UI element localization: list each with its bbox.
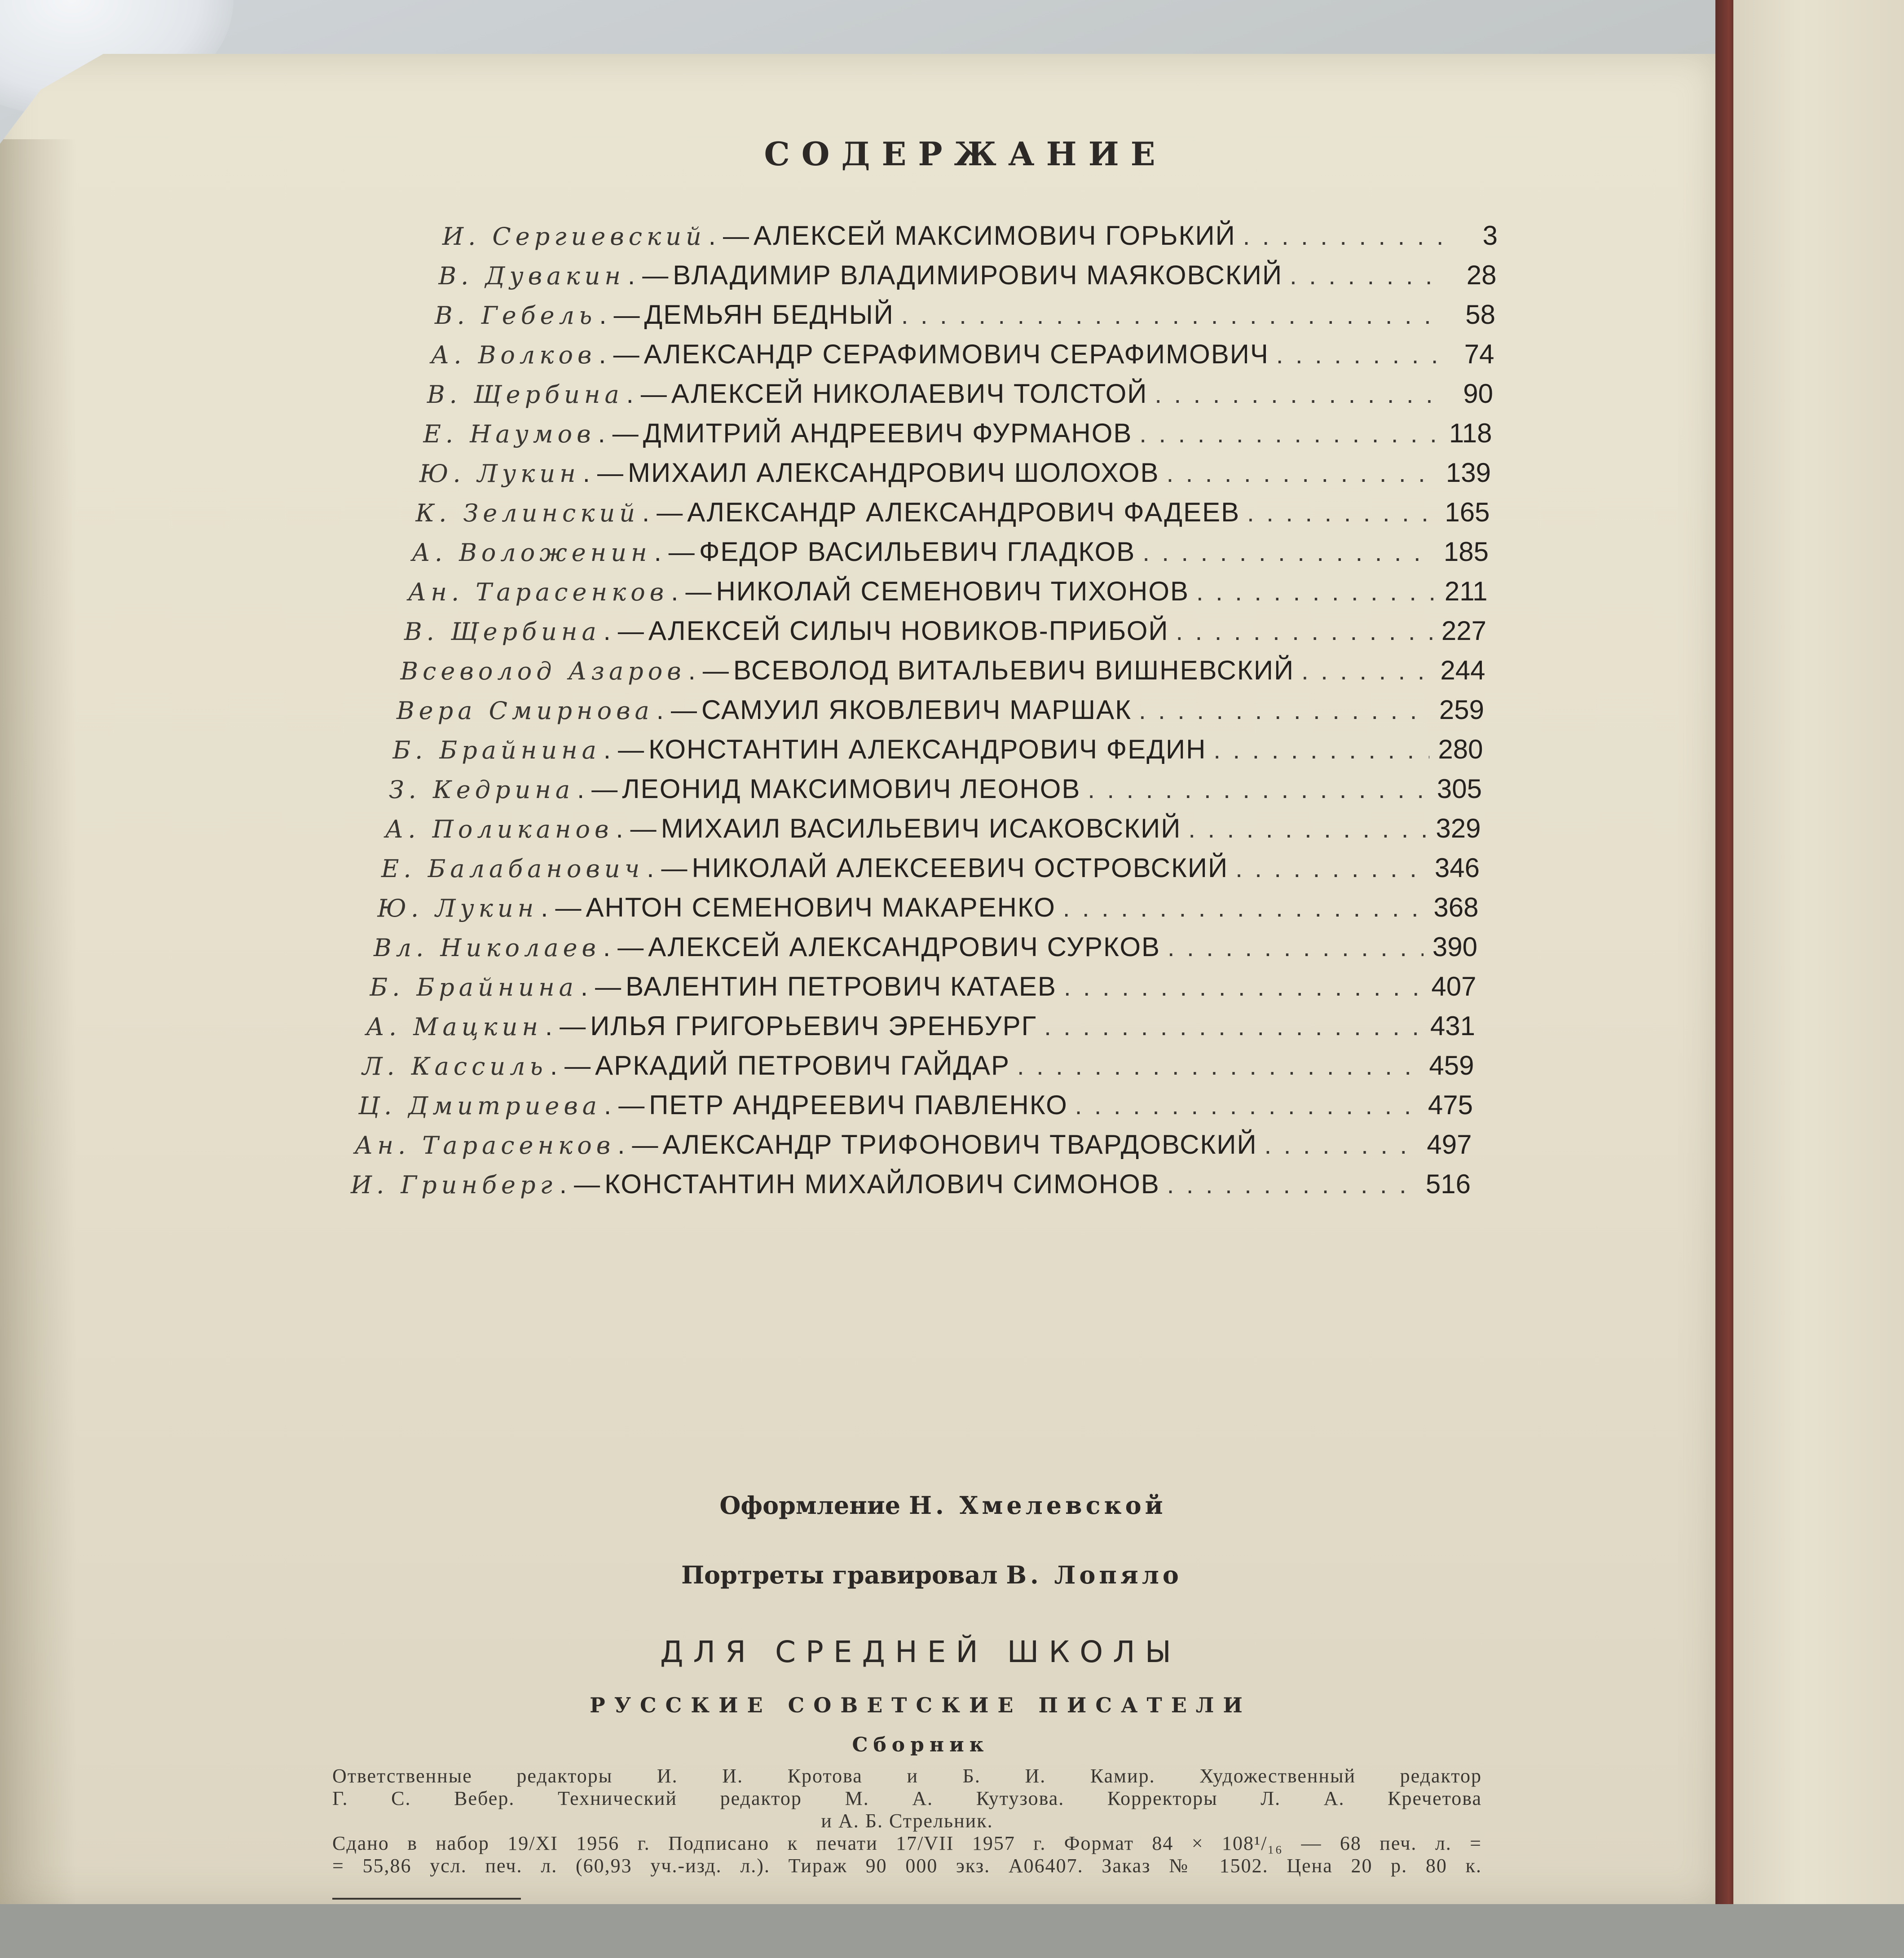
credit-portraits-label: Портреты гравировал [681,1561,998,1589]
toc-dot-leader [1283,258,1442,294]
toc-dot-leader [1206,732,1429,768]
toc-dash: . — [688,656,729,685]
toc-dash: . — [550,1051,591,1080]
toc-dash: . — [599,340,639,369]
toc-writer-name: АЛЕКСЕЙ АЛЕКСАНДРОВИЧ СУРКОВ [648,932,1161,962]
toc-page-number: 390 [1432,932,1477,962]
toc-writer-name: КОНСТАНТИН МИХАЙЛОВИЧ СИМОНОВ [604,1169,1160,1199]
toc-entry [389,771,1482,807]
toc-entry [427,376,1493,412]
toc-page-number: 407 [1431,971,1476,1001]
toc-entry [393,732,1483,767]
imprint-line: Г. С. Вебер. Технический редактор М. А. Кутузова. Корректоры Л. А. Кречетова [332,1787,1482,1809]
toc-page-number: 368 [1433,892,1479,922]
toc-author: Вера Смирнова [397,697,654,725]
toc-writer-name: НИКОЛАЙ СЕМЕНОВИЧ ТИХОНОВ [716,576,1190,606]
imprint-line: = 55,86 усл. печ. л. (60,93 уч.-изд. л.). Тираж 90 000 экз. А06407. Заказ № 1502. Цена 20 р. 80 к. [332,1855,1482,1877]
toc-author: Ю. Лукин [377,894,538,922]
toc-dash: . — [616,814,657,843]
toc-author: Ан. Тарасенков [354,1131,615,1160]
credit-design [674,1491,1212,1520]
toc-writer-name: ПЕТР АНДРЕЕВИЧ ПАВЛЕНКО [649,1090,1068,1120]
toc-page-number: 244 [1440,655,1485,685]
toc-page-number: 259 [1439,695,1484,725]
toc-page-number: 139 [1446,458,1491,488]
toc-entry [374,929,1477,965]
toc-writer-name: ЛЕОНИД МАКСИМОВИЧ ЛЕОНОВ [622,774,1081,804]
toc-author: В. Щербина [427,380,624,409]
toc-page-number: 516 [1425,1169,1471,1199]
toc-page-number: 227 [1441,616,1486,646]
toc-page-number: 475 [1428,1090,1473,1120]
credit-design-name: Н. Хмелевской [908,1491,1167,1520]
toc-dash: . — [626,379,667,409]
imprint-line: Ответственные редакторы И. И. Кротова и Б. И. Камир. Художественный редактор [332,1765,1482,1787]
toc-dash: . — [603,735,644,764]
imprint [332,1765,1482,1877]
toc-page-number: 305 [1437,774,1482,804]
toc-dot-leader [1257,1127,1418,1163]
toc-author: В. Щербина [404,617,601,646]
toc-author: В. Дувакин [438,262,625,290]
toc-entry [397,692,1484,728]
toc-dash: . — [541,893,582,922]
toc-dot-leader [1240,495,1436,531]
toc-writer-name: ДМИТРИЙ АНДРЕЕВИЧ ФУРМАНОВ [643,418,1133,448]
toc-author: Всеволод Азаров [400,657,686,685]
toc-page-number: 280 [1438,734,1483,764]
toc-dot-leader [1132,416,1438,452]
toc-dash: . — [671,577,712,606]
toc-author: Е. Наумов [423,420,595,448]
toc-entry [378,890,1479,926]
toc-page-number: 90 [1463,379,1493,409]
toc-author: Ю. Лукин [419,459,580,488]
toc-dash: . — [559,1170,600,1199]
credit-design-label: Оформление [719,1491,901,1520]
toc-page-number: 3 [1482,220,1498,251]
toc-dot-leader [1080,772,1428,807]
toc-dot-leader [894,297,1441,333]
toc-dash: . — [603,617,644,646]
toc-title: СОДЕРЖАНИЕ [764,135,1167,173]
toc-entry [431,336,1494,372]
toc-dash: . — [627,261,669,290]
toc-dot-leader [1236,218,1444,254]
toc-dash: . — [580,972,621,1001]
toc-writer-name: АЛЕКСЕЙ СИЛЫЧ НОВИКОВ-ПРИБОЙ [648,616,1169,646]
toc-writer-name: МИХАИЛ АЛЕКСАНДРОВИЧ ШОЛОХОВ [628,458,1159,488]
toc-page-number: 346 [1434,853,1480,883]
toc-dot-leader [1056,890,1425,926]
toc-dash: . — [577,775,618,804]
toc-entry [355,1127,1472,1163]
toc-dash: . — [708,221,749,251]
toc-entry [404,613,1486,649]
toc-writer-name: АРКАДИЙ ПЕТРОВИЧ ГАЙДАР [595,1050,1010,1080]
toc-dash: . — [617,1130,658,1160]
toc-entry [358,1087,1473,1123]
toc-dot-leader [1037,1009,1421,1045]
toc-entry [439,257,1497,293]
toc-entry [381,850,1480,886]
toc-entry [366,1008,1475,1044]
toc-page-number: 58 [1465,300,1495,330]
toc-entry [362,1048,1474,1084]
toc-dash: . — [545,1012,586,1041]
toc-entry [423,415,1492,451]
toc-dot-leader [1147,376,1439,412]
toc-writer-name: КОНСТАНТИН АЛЕКСАНДРОВИЧ ФЕДИН [648,734,1207,764]
toc-page-number: 28 [1466,260,1497,290]
toc-author: Ан. Тарасенков [408,578,669,606]
toc-author: Е. Балабанович [381,855,644,883]
toc-page-number: 459 [1429,1050,1474,1080]
toc-dash: . — [582,459,623,488]
book-subtitle: Сборник [852,1733,989,1756]
credit-portraits [629,1561,1235,1589]
toc-author: А. Поликанов [385,815,613,843]
toc-entry [408,573,1488,609]
toc-writer-name: ВЛАДИМИР ВЛАДИМИРОВИЧ МАЯКОВСКИЙ [673,260,1283,290]
toc-writer-name: АЛЕКСЕЙ МАКСИМОВИЧ ГОРЬКИЙ [754,220,1236,251]
toc-writer-name: АЛЕКСАНДР СЕРАФИМОВИЧ СЕРАФИМОВИЧ [643,339,1269,369]
toc-author: В. Гебель [435,301,597,330]
toc-dot-leader [1068,1088,1419,1124]
toc-dash: . — [599,300,640,330]
toc-page-number: 74 [1464,339,1494,369]
toc-page-number: 329 [1436,813,1481,843]
toc-writer-name: АЛЕКСАНДР ТРИФОНОВИЧ ТВАРДОВСКИЙ [662,1129,1257,1160]
bottom-rule [332,1898,521,1900]
toc-dot-leader [1294,653,1431,689]
toc-dot-leader [1269,337,1441,373]
series-title: ДЛЯ СРЕДНЕЙ ШКОЛЫ [660,1635,1181,1669]
book-title: РУССКИЕ СОВЕТСКИЕ ПИСАТЕЛИ [590,1693,1252,1717]
toc-dot-leader [1132,692,1430,728]
toc-dash: . — [654,538,695,567]
toc-dot-leader [1181,811,1427,847]
toc-page-number: 497 [1427,1129,1472,1160]
toc-dash: . — [647,854,688,883]
toc-writer-name: МИХАИЛ ВАСИЛЬЕВИЧ ИСАКОВСКИЙ [661,813,1181,843]
toc-entry [351,1166,1471,1202]
toc-dot-leader [1057,969,1423,1005]
imprint-line: и А. Б. Стрельник. [821,1810,993,1832]
toc-writer-name: ВСЕВОЛОД ВИТАЛЬЕВИЧ ВИШНЕВСКИЙ [733,655,1295,685]
toc-author: К. Зелинский [415,499,640,527]
toc-author: З. Кедрина [389,776,575,804]
toc-entry [435,297,1495,333]
toc-dot-leader [1159,455,1437,491]
toc-author: Л. Кассиль [362,1052,547,1080]
toc-dot-leader [1169,613,1432,649]
toc-dash: . — [604,1091,645,1120]
toc-dash: . — [656,696,697,725]
toc-writer-name: ВАЛЕНТИН ПЕТРОВИЧ КАТАЕВ [626,971,1057,1001]
toc-writer-name: САМУИЛ ЯКОВЛЕВИЧ МАРШАК [701,695,1132,725]
toc-entry [401,653,1485,688]
toc-author: Б. Брайнина [370,973,578,1001]
toc-entry [419,455,1491,491]
toc-dash: . — [603,933,644,962]
toc-page-number: 165 [1445,497,1490,527]
toc-entry [412,534,1489,570]
toc-author: И. Гринберг [351,1171,557,1199]
toc-dot-leader [1228,851,1426,886]
toc-entry [385,811,1481,847]
toc-author: Б. Брайнина [392,736,601,764]
toc-dot-leader [1135,534,1435,570]
toc-dash: . — [598,419,639,448]
toc-writer-name: АЛЕКСЕЙ НИКОЛАЕВИЧ ТОЛСТОЙ [671,379,1148,409]
toc-author: Ц. Дмитриева [358,1092,602,1120]
imprint-line: Сдано в набор 19/XI 1956 г. Подписано к печати 17/VII 1957 г. Формат 84 × 108¹/₁₆ — 68 печ. л. = [332,1832,1482,1854]
toc-author: А. Воложенин [412,538,652,567]
toc-writer-name: АЛЕКСАНДР АЛЕКСАНДРОВИЧ ФАДЕЕВ [687,497,1240,527]
toc-entry [416,494,1490,530]
toc-dot-leader [1010,1048,1420,1084]
toc-page-number: 185 [1443,537,1489,567]
toc-author: А. Мацкин [366,1013,542,1041]
toc-page-number: 211 [1444,576,1488,606]
toc-writer-name: ФЕДОР ВАСИЛЬЕВИЧ ГЛАДКОВ [699,537,1136,567]
toc-entry [370,969,1476,1005]
toc-author: Вл. Николаев [374,934,600,962]
toc-entry [442,218,1498,254]
toc-dash: . — [642,498,683,527]
toc-writer-name: ИЛЬЯ ГРИГОРЬЕВИЧ ЭРЕНБУРГ [590,1011,1037,1041]
credit-portraits-name: В. Лопяло [1006,1561,1182,1589]
toc-dot-leader [1160,930,1424,966]
toc-writer-name: АНТОН СЕМЕНОВИЧ МАКАРЕНКО [586,892,1056,922]
toc-page-number: 431 [1430,1011,1475,1041]
toc-author: И. Сергиевский [442,222,706,251]
toc-writer-name: НИКОЛАЙ АЛЕКСЕЕВИЧ ОСТРОВСКИЙ [692,853,1229,883]
toc-writer-name: ДЕМЬЯН БЕДНЫЙ [644,300,894,330]
toc-dot-leader [1160,1167,1417,1203]
toc-page-number: 118 [1449,418,1492,448]
toc-dot-leader [1189,574,1433,610]
toc-author: А. Волков [431,341,596,369]
